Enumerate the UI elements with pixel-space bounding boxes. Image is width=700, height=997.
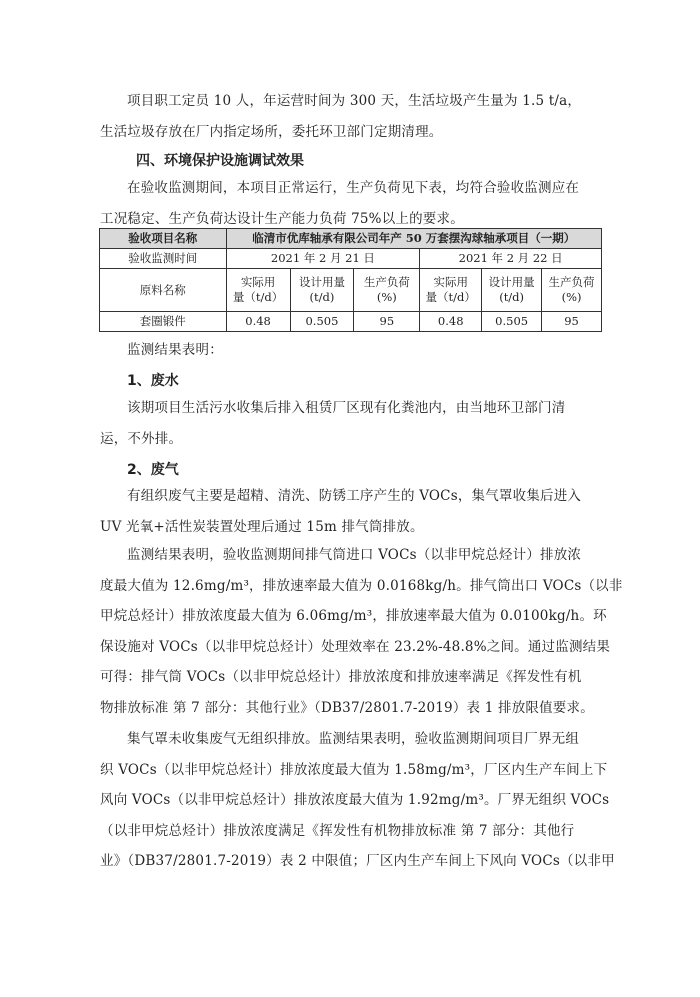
text-line: 集气罩未收集废气无组织排放。监测结果表明，验收监测期间项目厂界无组: [127, 731, 580, 747]
header-load: 生产负荷 (%): [542, 269, 602, 312]
text-line: 风向 VOCs（以非甲烷总烃计）排放浓度最大值为 1.92mg/m³。厂界无组织 VOCs: [100, 792, 610, 808]
text-line: 生活垃圾存放在厂内指定场所，委托环卫部门定期清理。: [100, 123, 443, 140]
day2-design: 0.505: [482, 312, 542, 332]
text-line: UV 光氧+活性炭装置处理后通过 15m 排气筒排放。: [100, 518, 424, 535]
section-heading: 四、环境保护设施调试效果: [136, 153, 304, 169]
production-load-table: [99, 228, 602, 332]
text-line: 保设施对 VOCs（以非甲烷总烃计）处理效率在 23.2%-48.8%之间。通过监测结果: [100, 638, 611, 655]
text-line: 织 VOCs（以非甲烷总烃计）排放浓度最大值为 1.58mg/m³，厂区内生产车间上下: [100, 761, 608, 778]
header-actual: 实际用 量（t/d）: [226, 269, 290, 312]
text-line: 业》（DB37/2801.7-2019）表 2 中限值；厂区内生产车间上下风向 VOCs（以非甲: [100, 853, 615, 869]
header-design: 设计用量 (t/d): [482, 269, 542, 312]
day2-actual: 0.48: [420, 312, 482, 332]
text-line: 该期项目生活污水收集后排入租赁厂区现有化粪池内，由当地环卫部门清: [127, 400, 566, 416]
text-line: 监测结果表明：: [127, 342, 223, 358]
paragraph-results-intro: [100, 335, 600, 366]
text-line: 物排放标准 第 7 部分：其他行业》（DB37/2801.7-2019）表 1 排放限值要求。: [100, 699, 594, 716]
header-design: 设计用量 (t/d): [290, 269, 354, 312]
paragraph-wastewater: [100, 393, 600, 454]
text-line: （以非甲烷总烃计）排放浓度满足《挥发性有机物排放标准 第 7 部分：其他行: [100, 822, 575, 839]
day1-load: 95: [354, 312, 420, 332]
header-load: 生产负荷 (%): [354, 269, 420, 312]
paragraph-wastegas-source: [100, 481, 600, 542]
subsection-heading-wastewater: 1、废水: [127, 373, 179, 389]
text-line: 运，不外排。: [100, 430, 183, 447]
paragraph-load-intro: [100, 173, 600, 234]
paragraph-fugitive-results: [100, 724, 615, 877]
project-name: 临清市优库轴承有限公司年产 50 万套摆沟球轴承项目（一期）: [226, 229, 601, 249]
label-material: 原料名称: [100, 269, 227, 312]
subsection-heading-wastegas: 2、废气: [127, 462, 179, 478]
text-line: 甲烷总烃计）排放浓度最大值为 6.06mg/m³，排放速率最大值为 0.0100kg/h。环: [100, 608, 607, 624]
material-name: 套圈锻件: [100, 312, 227, 332]
text-line: 有组织废气主要是超精、清洗、防锈工序产生的 VOCs，集气罩收集后进入: [127, 488, 582, 504]
day2-load: 95: [542, 312, 602, 332]
header-actual: 实际用 量（t/d）: [420, 269, 482, 312]
text-line: 在验收监测期间，本项目正常运行，生产负荷见下表，均符合验收监测应在: [127, 180, 580, 196]
paragraph-staffing: [100, 86, 600, 147]
text-line: 项目职工定员 10 人，年运营时间为 300 天，生活垃圾产生量为 1.5 t/a，: [127, 93, 582, 109]
day1-design: 0.505: [290, 312, 354, 332]
text-line: 度最大值为 12.6mg/m³，排放速率最大值为 0.0168kg/h。排气筒出口 VOCs（以非: [100, 577, 623, 594]
paragraph-organized-results: [100, 540, 623, 723]
date-day2: 2021 年 2 月 22 日: [420, 249, 602, 269]
date-day1: 2021 年 2 月 21 日: [226, 249, 420, 269]
text-line: 监测结果表明，验收监测期间排气筒进口 VOCs（以非甲烷总烃计）排放浓: [127, 547, 582, 563]
label-monitor-time: 验收监测时间: [100, 249, 227, 269]
day1-actual: 0.48: [226, 312, 290, 332]
label-project-name: 验收项目名称: [100, 229, 227, 249]
text-line: 工况稳定、生产负荷达设计生产能力负荷 75%以上的要求。: [100, 210, 464, 227]
text-line: 可得：排气筒 VOCs（以非甲烷总烃计）排放浓度和排放速率满足《挥发性有机: [100, 669, 582, 685]
